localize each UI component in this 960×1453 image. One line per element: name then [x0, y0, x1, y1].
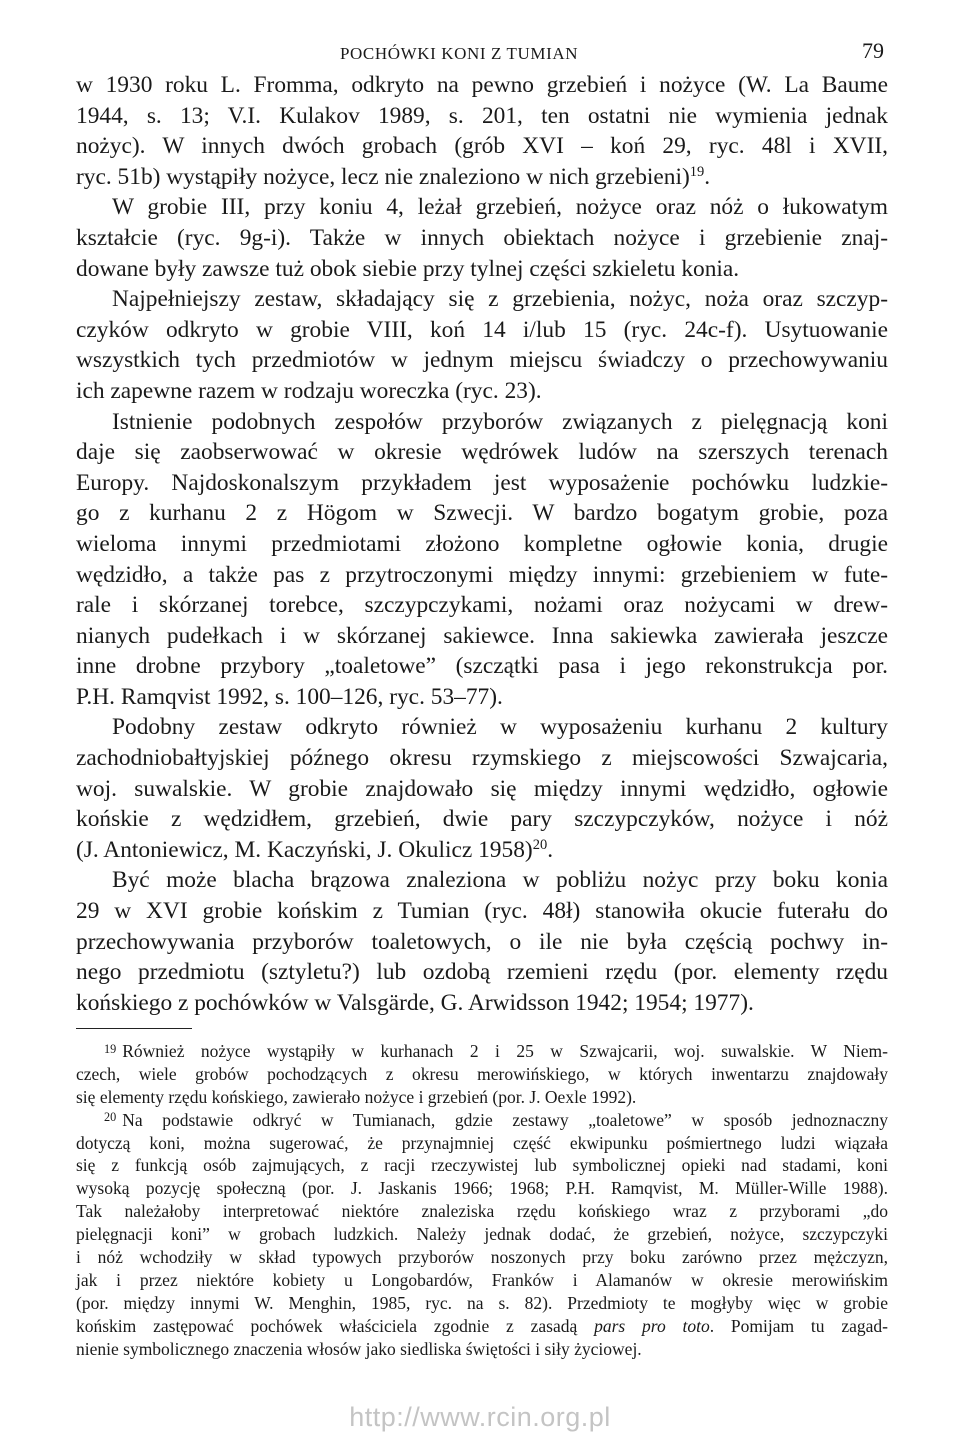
text-line: dowane były zawsze tuż obok siebie przy tylnej części szkieletu konia. — [76, 255, 740, 282]
text-line: Podobny zestaw odkryto również w wyposażeniu kurhanu 2 kultury — [112, 714, 888, 741]
text-line: zachodniobałtyjskiej późnego okresu rzymskiego z miejscowości Szwajcaria, — [76, 745, 888, 772]
footnote-line: czech, wiele grobów pochodzących z okresu merowińskiego, w których inwentarzu znajdowały — [76, 1063, 888, 1084]
footnote-line: się z funkcją osób zajmujących, z racji rzeczywistej lub symbolicznej opieki nad stadami, koni — [76, 1155, 888, 1176]
footnote-line: i nóż wchodziły w skład typowych przyborów noszonych przy boku zarówno przez mężczyzn, — [76, 1247, 888, 1268]
footnote-marker-19: 19 — [104, 1041, 117, 1056]
footnote-line: się elementy rzędu końskiego, zawierało nożyce i grzebień (por. J. Oexle 1992). — [76, 1086, 637, 1107]
text-line: W grobie III, przy koniu 4, leżał grzebień, nożyce oraz nóż o łukowatym — [112, 194, 888, 221]
text-line: końskie z wędzidłem, grzebień, dwie pary szczypczyków, nożyce i nóż — [76, 806, 888, 833]
text-line: P.H. Ramqvist 1992, s. 100–126, ryc. 53–77). — [76, 683, 503, 710]
text-line: kształcie (ryc. 9g-i). Także w innych obiektach nożyce i grzebienie znaj- — [76, 224, 888, 251]
footnote-line: jak i przez niektóre kobiety u Longobardów, Franków i Alamanów w okresie merowińskim — [76, 1269, 888, 1290]
footnote-line: (por. między innymi W. Menghin, 1985, ryc. na s. 82). Przedmioty te mogłyby więc w grobie — [76, 1292, 888, 1313]
text-line: rale i skórzanej torebce, szczypczykami, nożami oraz nożycami w drew- — [76, 592, 888, 619]
text-line: przechowywania przyborów toaletowych, o ile nie była częścią pochwy in- — [76, 928, 888, 955]
text-line: nianych pudełkach i w skórzanej sakiewce. Inna sakiewka zawierała jeszcze — [76, 622, 888, 649]
footnote-line: Tak należałoby interpretować niektóre znaleziska rzędu końskiego wraz z przyborami „do — [76, 1201, 888, 1222]
footnote-line: $^{20}$ Na podstawie odkryć w Tumianach, gdzie zestawy „toaletowe” w sposób jednoznaczny — [104, 1109, 888, 1130]
footnote-line: pielęgnacji koni” w grobach ludzkich. Należy jednak dodać, że grzebień, nożyce, szczypczyki — [76, 1224, 888, 1245]
text-line: wędzidło, a także pas z przytroczonymi między innymi: grzebieniem w fute- — [76, 561, 888, 588]
text-line: nożyc). W innych dwóch grobach (grób XVI – koń 29, ryc. 48l i XVII, — [76, 133, 888, 160]
footnote-line: nienie symbolicznego znaczenia włosów jako siedliska świętości i siły życiowej. — [76, 1338, 642, 1359]
text-line: końskiego z pochówków w Valsgärde, G. Arwidsson 1942; 1954; 1977). — [76, 989, 754, 1016]
text-line: Istnienie podobnych zespołów przyborów związanych z pielęgnacją koni — [112, 408, 888, 435]
footnotes — [76, 1040, 888, 1360]
footnote-marker-20: 20 — [104, 1110, 117, 1125]
main-text — [76, 70, 888, 1018]
watermark: http://www.rcin.org.pl — [349, 1402, 611, 1432]
footnote-line: końskim zastępować pochówek właściciela zgodnie z zasadą pars pro toto. Pomijam tu zagad- — [76, 1315, 888, 1336]
text-line: Być może blacha brązowa znaleziona w pobliżu nożyc przy boku konia — [112, 867, 888, 894]
running-head: POCHÓWKI KONI Z TUMIAN — [340, 44, 579, 63]
latin-phrase: pars pro toto — [594, 1315, 710, 1336]
page-number: 79 — [862, 38, 884, 63]
text-line: daje się zaobserwować w okresie wędrówek ludów na szerszych terenach — [76, 439, 888, 466]
footnote-line: dotyczą koni, można sugerować, że przynajmniej część ekwipunku pośmiertnego ludzi wiązała — [76, 1132, 888, 1153]
text-line: w 1930 roku L. Fromma, odkryto na pewno grzebień i nożyce (W. La Baume — [76, 72, 888, 98]
text-line: Europy. Najdoskonalszym przykładem jest wyposażenie pochówku ludzkie- — [76, 469, 888, 496]
text-line: go z kurhanu 2 z Högom w Szwecji. W bardzo bogatym grobie, poza — [76, 500, 888, 527]
text-line: 29 w XVI grobie końskim z Tumian (ryc. 48ł) stanowiła okucie futerału do — [76, 898, 888, 925]
text-line: 1944, s. 13; V.I. Kulakov 1989, s. 201, ten ostatni nie wymienia jednak — [76, 102, 888, 129]
footnote-divider — [76, 1028, 192, 1029]
text-line: wieloma innymi przedmiotami złożono kompletne ogłowie konia, drugie — [76, 530, 888, 557]
text-line: Najpełniejszy zestaw, składający się z grzebienia, nożyc, noża oraz szczyp- — [112, 286, 888, 313]
page-header — [0, 38, 960, 68]
text-line: nego przedmiotu (sztyletu?) lub ozdobą rzemieni rzędu (por. elementy rzędu — [76, 959, 888, 986]
text-line: woj. suwalskie. W grobie znajdowało się między innymi wędzidło, ogłowie — [76, 775, 888, 802]
footnote-line: wysoką pozycję społeczną (por. J. Jaskanis 1966; 1968; P.H. Ramqvist, M. Müller-Wille 1988). — [76, 1178, 888, 1199]
text-line: ich zapewne razem w rodzaju woreczka (ryc. 23). — [76, 377, 542, 404]
text-line: czyków odkryto w grobie VIII, koń 14 i/lub 15 (ryc. 24c-f). Usytuowanie — [76, 316, 888, 343]
text-line: wszystkich tych przedmiotów w jednym miejscu świadczy o przechowywaniu — [76, 347, 888, 374]
text-line: inne drobne przybory „toaletowe” (szczątki pasa i jego rekonstrukcja por. — [76, 653, 888, 680]
footnote-ref-20: 20 — [532, 836, 548, 853]
footnote-ref-19: 19 — [689, 163, 705, 180]
text-line: (J. Antoniewicz, M. Kaczyński, J. Okulicz 1958)$^{20}$. — [76, 836, 554, 863]
text-line: ryc. 51b) wystąpiły nożyce, lecz nie znaleziono w nich grzebieni)$^{19}$. — [76, 163, 711, 190]
footnote-line: $^{19}$ Również nożyce wystąpiły w kurhanach 2 i 25 w Szwajcarii, woj. suwalskie. W Niem- — [104, 1041, 888, 1061]
